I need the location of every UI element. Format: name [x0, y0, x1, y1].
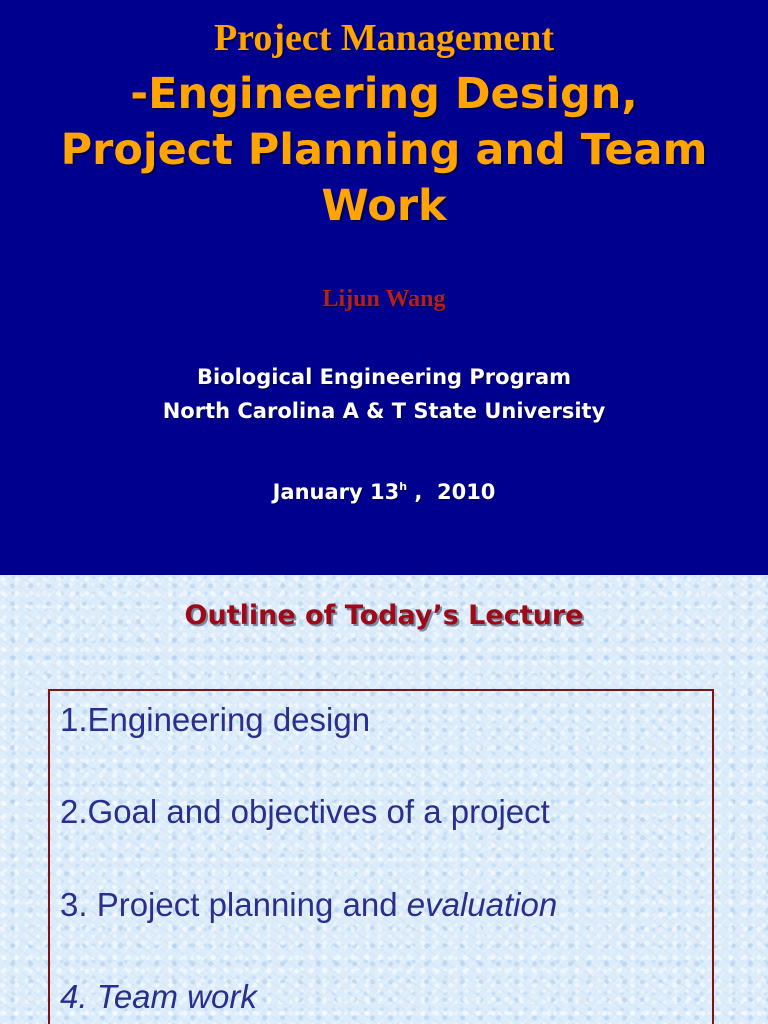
presentation-title: Project Management [213, 17, 555, 59]
outline-item-evaluation-text: evaluation [406, 886, 558, 923]
subtitle-line-3: Work [321, 181, 447, 231]
affiliation [0, 360, 768, 428]
presentation-subtitle [14, 66, 754, 234]
outline-item-engineering-design: 1.Engineering design [60, 701, 371, 738]
outline-box [48, 689, 714, 1024]
date-prefix: January 13 [272, 480, 400, 504]
date-suffix: , 2010 [407, 480, 496, 504]
subtitle-line-2: Project Planning and Team [60, 125, 708, 175]
outline-item-project-planning-text: 3. Project planning and [60, 886, 407, 923]
outline-item-project-planning [60, 885, 557, 925]
outline-title: Outline of Today’s Lecture [184, 600, 584, 631]
affiliation-university: North Carolina A & T State University [162, 399, 606, 423]
presentation-date [0, 471, 768, 508]
date-superscript: h [399, 480, 408, 493]
author-name: Lijun Wang [322, 286, 446, 312]
outline-item-team-work: 4. Team work [60, 978, 257, 1015]
outline-item-goal-objectives: 2.Goal and objectives of a project [60, 793, 550, 830]
affiliation-program: Biological Engineering Program [196, 365, 572, 389]
subtitle-line-1: -Engineering Design, [130, 69, 638, 119]
outline-slide [0, 575, 768, 1024]
